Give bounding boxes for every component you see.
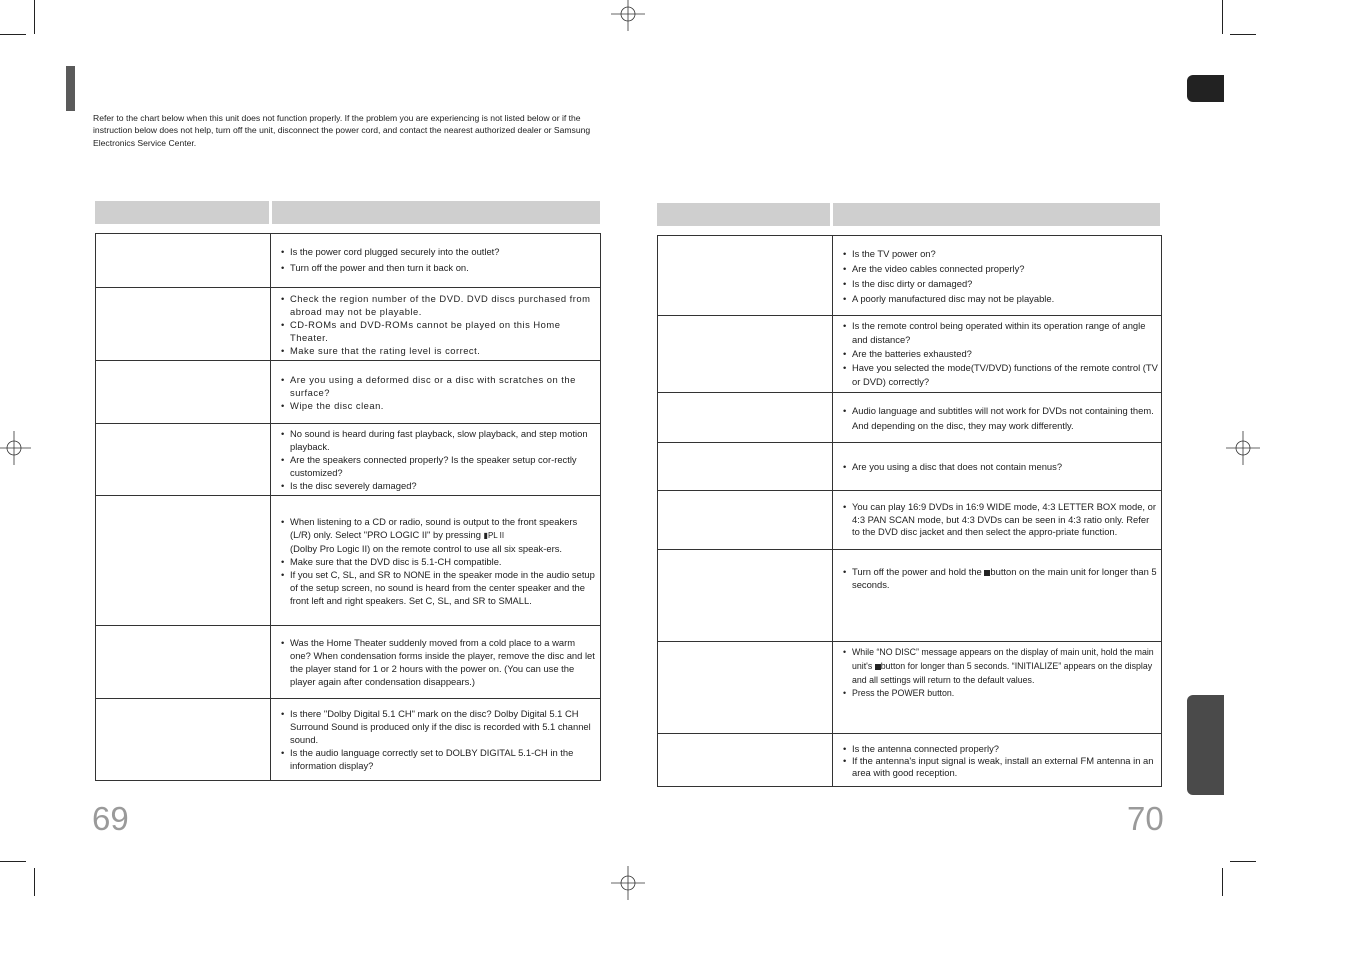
list-item: • Is the antenna connected properly?: [843, 742, 1159, 755]
page-number-right: 70: [1127, 800, 1164, 837]
list-item: • Are the video cables connected properly?: [843, 261, 1159, 276]
problem-cell: [96, 626, 271, 699]
list-item: [843, 645, 1159, 687]
crop-mark: [0, 861, 26, 862]
solution-cell: [833, 443, 1162, 491]
crop-mark: [0, 34, 26, 35]
left-header-solution: [272, 201, 600, 224]
left-header-problem: [95, 201, 269, 224]
list-item: (Dolby Pro Logic II) on the remote control to use all six speak-ers.: [290, 542, 562, 554]
solution-cell: [271, 496, 601, 626]
problem-cell: [658, 642, 833, 734]
solution-cell: [833, 642, 1162, 734]
list-item: • No sound is heard during fast playback, slow playback, and step motion playback.: [281, 427, 598, 453]
registration-mark-icon: [611, 0, 645, 31]
right-header-problem: [657, 203, 830, 226]
table-row: [658, 316, 1162, 393]
table-row: [658, 236, 1162, 316]
table-row: [658, 393, 1162, 443]
solution-cell: [833, 734, 1162, 787]
crop-mark: [34, 0, 35, 34]
table-row: [658, 734, 1162, 787]
table-row: [658, 550, 1162, 642]
problem-cell: [658, 550, 833, 642]
table-row: [96, 361, 601, 424]
solution-cell: [271, 361, 601, 424]
crop-mark: [1222, 0, 1223, 34]
list-item: [843, 565, 1159, 591]
list-item: • Is the remote control being operated within its operation range of angle and distance?: [843, 319, 1159, 347]
list-item: • Turn off the power and then turn it back on.: [281, 261, 598, 274]
list-item: • CD-ROMs and DVD-ROMs cannot be played on this Home Theater.: [281, 318, 598, 344]
list-item: • Are you using a disc that does not contain menus?: [843, 460, 1159, 473]
list-item: • Have you selected the mode(TV/DVD) functions of the remote control (TV or DVD) correctly?: [843, 361, 1159, 389]
table-row: [96, 288, 601, 361]
problem-cell: [96, 234, 271, 288]
solution-cell: [271, 626, 601, 699]
table-row: [658, 642, 1162, 734]
list-item: • Check the region number of the DVD. DVD discs purchased from abroad may not be playable.: [281, 292, 598, 318]
table-row: [658, 443, 1162, 491]
solution-cell: [271, 699, 601, 781]
list-item: • Press the POWER button.: [843, 687, 1159, 700]
problem-cell: [658, 393, 833, 443]
problem-cell: [96, 424, 271, 496]
solution-cell: [271, 234, 601, 288]
list-item: • Is the TV power on?: [843, 246, 1159, 261]
list-item-text: button on the main unit for longer than 5 seconds.: [852, 566, 1157, 590]
list-item: • Was the Home Theater suddenly moved from a cold place to a warm one? When condensation forms inside the player, remove the disc and let the player stand for 1 or 2 hours with the power on. (You can use the player again after condensation disappears.): [281, 636, 598, 688]
list-item: • Wipe the disc clean.: [281, 399, 598, 412]
solution-cell: [271, 424, 601, 496]
section-side-tab: [1187, 695, 1224, 795]
solution-cell: [833, 491, 1162, 550]
table-row: [96, 234, 601, 288]
table-row: [96, 424, 601, 496]
right-header-solution: [833, 203, 1160, 226]
page-number-left: 69: [92, 800, 129, 837]
list-item: • You can play 16:9 DVDs in 16:9 WIDE mode, 4:3 LETTER BOX mode, or 4:3 PAN SCAN mode, but 4:3 DVDs can be seen in 4:3 ratio only. Refer to the DVD disc jacket and then select the appro-priate function.: [843, 501, 1159, 539]
list-item: • Make sure that the DVD disc is 5.1-CH compatible.: [281, 555, 598, 568]
table-row: [96, 496, 601, 626]
list-item: • Are the speakers connected properly? Is the speaker setup cor-rectly customized?: [281, 453, 598, 479]
registration-mark-icon: [0, 431, 31, 465]
crop-mark: [1222, 868, 1223, 896]
intro-text: Refer to the chart below when this unit does not function properly. If the problem you are experiencing is not listed below or if the instruction below does not help, turn off the unit, disconnect the power cord, and contact the nearest authorized dealer or Samsung Electronics Service Center.: [93, 113, 591, 148]
list-item-text: Turn off the power and hold the: [852, 566, 982, 577]
list-item: • If you set C, SL, and SR to NONE in the speaker mode in the audio setup of the setup screen, no sound is heard from the center speaker and the front left and right speakers. Set C, SL, and SR to SMALL.: [281, 568, 598, 607]
title-bar: [66, 66, 75, 111]
list-item: • Are you using a deformed disc or a disc with scratches on the surface?: [281, 373, 598, 399]
list-item-text: When listening to a CD or radio, sound is output to the front speakers (L/R) only. Select "PRO LOGIC II" by pressing: [290, 515, 578, 540]
pro-logic-icon: ▮PL II: [483, 530, 505, 540]
list-item: • Is the disc severely damaged?: [281, 479, 598, 492]
problem-cell: [658, 236, 833, 316]
list-item: • Are the batteries exhausted?: [843, 347, 1159, 361]
problem-cell: [658, 491, 833, 550]
list-item: • Is there "Dolby Digital 5.1 CH" mark on the disc? Dolby Digital 5.1 CH Surround Sound is produced only if the disc is recorded with 5.1 channel sound.: [281, 707, 598, 746]
pro-logic-label: PL II: [487, 530, 505, 540]
list-item-text: button for longer than 5 seconds. “INITIALIZE” appears on the display and all settings will return to the default values.: [852, 661, 1153, 685]
solution-cell: [271, 288, 601, 361]
problem-cell: [658, 734, 833, 787]
crop-mark: [1230, 34, 1256, 35]
table-row: [96, 699, 601, 781]
list-item: • A poorly manufactured disc may not be playable.: [843, 291, 1159, 306]
problem-cell: [96, 288, 271, 361]
problem-cell: [96, 699, 271, 781]
solution-cell: [833, 236, 1162, 316]
list-item: • Is the power cord plugged securely into the outlet?: [281, 245, 598, 258]
solution-cell: [833, 393, 1162, 443]
list-item: • Is the disc dirty or damaged?: [843, 276, 1159, 291]
crop-mark: [1230, 861, 1256, 862]
table-row: [96, 626, 601, 699]
right-troubleshooting-table: [657, 235, 1162, 787]
table-row: [658, 491, 1162, 550]
list-item: • Is the audio language correctly set to DOLBY DIGITAL 5.1-CH in the information display?: [281, 746, 598, 772]
list-item: [281, 515, 598, 542]
list-item-text: While “NO DISC” message appears on the display of main unit, hold the main unit's: [852, 647, 1154, 671]
problem-cell: [658, 443, 833, 491]
list-item: • Make sure that the rating level is correct.: [281, 344, 598, 357]
list-item: • If the antenna's input signal is weak, install an external FM antenna in an area with good reception.: [843, 755, 1159, 779]
crop-mark: [34, 868, 35, 896]
list-item: • Audio language and subtitles will not work for DVDs not containing them. And depending on the disc, they may work differently.: [843, 403, 1159, 433]
left-troubleshooting-table: [95, 233, 601, 781]
problem-cell: [658, 316, 833, 393]
solution-cell: [833, 550, 1162, 642]
registration-mark-icon: [611, 866, 645, 900]
problem-cell: [96, 496, 271, 626]
solution-cell: [833, 316, 1162, 393]
chapter-tab: [1187, 75, 1224, 102]
problem-cell: [96, 361, 271, 424]
registration-mark-icon: [1226, 431, 1260, 465]
